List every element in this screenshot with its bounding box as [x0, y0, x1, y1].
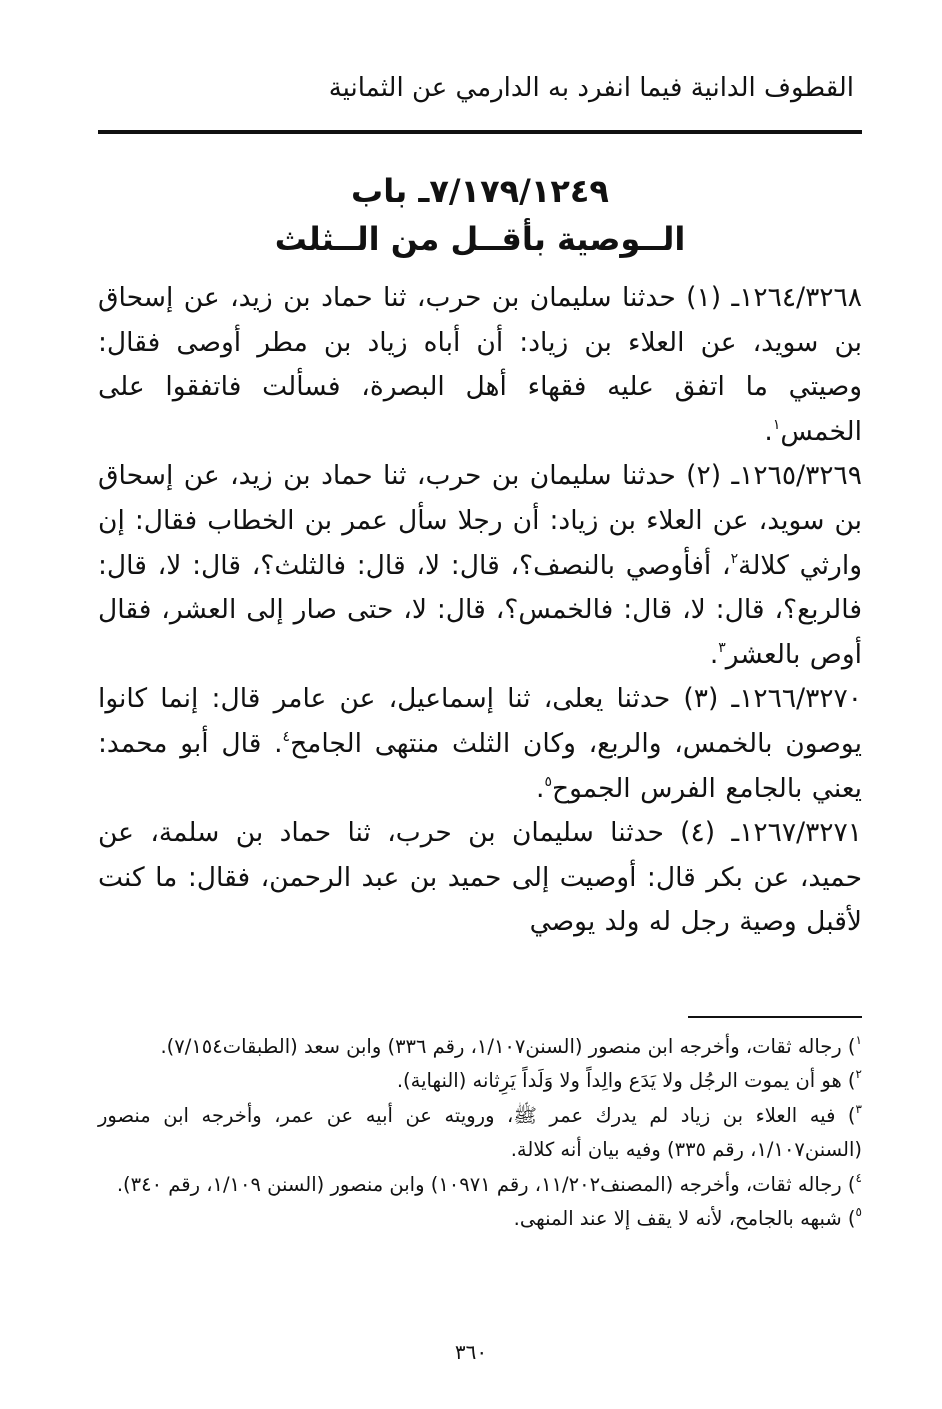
main-text: [98, 276, 862, 945]
footnote: $^٣$) فيه العلاء بن زياد لم يدرك عمر ﷺ، ورويته عن أبيه عن عمر، وأخرجه ابن منصور (السنن١/١٠٧، رقم ٣٣٥) وفيه بيان أنه كلالة.: [98, 1101, 862, 1162]
hadith-paragraph: ١٢٦٧/٣٢٧١ـ (٤) حدثنا سليمان بن حرب، ثنا حماد بن سلمة، عن حميد، عن بكر قال: أوصيت إلى حميد بن عبد الرحمن، فقال: ما كنت لأقبل وصية رجل له ولد يوصي: [98, 817, 862, 938]
page-number: ٣٦٠: [454, 1340, 488, 1364]
chapter-heading: [98, 168, 862, 264]
chapter-title: الــوصية بأقــل من الــثلث: [274, 220, 686, 258]
hadith-paragraph: ١٢٦٥/٣٢٦٩ـ (٢) حدثنا سليمان بن حرب، ثنا حماد بن زيد، عن إسحاق بن سويد، عن العلاء بن زياد: أن رجلا سأل عمر بن الخطاب فقال: إن وارثي كلالة$^٢$، أفأوصي بالنصف؟، قال: لا، قال: فالثلث؟، قال: لا، قال: فالربع؟، قال: لا، قال: فالخمس؟، قال: لا، حتى صار إلى العشر، فقال أوص بالعشر$^٣$.: [98, 460, 862, 670]
footnote-ref: ٤: [282, 728, 291, 745]
footnote-ref: ١: [772, 416, 781, 433]
footnote-separator: [688, 1016, 862, 1018]
footnote: $^٥$) شبهه بالجامح، لأنه لا يقف إلا عند المنهى.: [513, 1205, 862, 1231]
footnote-ref: ٥: [544, 773, 552, 790]
footnotes: [98, 1030, 862, 1236]
footnote-number: ٢: [855, 1067, 862, 1082]
hadith-paragraph: ١٢٦٦/٣٢٧٠ـ (٣) حدثنا يعلى، ثنا إسماعيل، عن عامر قال: إنما كانوا يوصون بالخمس، والربع، وكان الثلث منتهى الجامح$^٤$. قال أبو محمد: يعني بالجامع الفرس الجموح$^٥$.: [98, 683, 862, 804]
footnote-number: ١: [855, 1033, 862, 1047]
footnote-number: ٣: [855, 1101, 862, 1116]
footnote-number: ٤: [855, 1170, 862, 1185]
footnote: $^٢$) هو أن يموت الرجُل ولا يَدَع والِداً ولا وَلَداً يَرِثانه (النهاية).: [396, 1067, 862, 1093]
footnote-ref: ٣: [718, 639, 726, 656]
footnote: $^٤$) رجاله ثقات، وأخرجه (المصنف١١/٢٠٢، رقم ١٠٩٧١) وابن منصور (السنن ١/١٠٩، رقم ٣٤٠).: [116, 1170, 862, 1196]
running-header: القطوف الدانية فيما انفرد به الدارمي عن الثمانية: [328, 73, 854, 103]
hadith-paragraph: ١٢٦٤/٣٢٦٨ـ (١) حدثنا سليمان بن حرب، ثنا حماد بن زيد، عن إسحاق بن سويد، عن العلاء بن زياد: أن أباه زياد بن مطر أوصى فقال: وصيتي ما اتفق عليه فقهاء أهل البصرة، فسألت فاتفقوا على الخمس$^١$.: [98, 282, 862, 447]
chapter-number: ٧/١٧٩/١٢٤٩ـ باب: [351, 172, 609, 210]
header-rule: [98, 130, 862, 134]
footnote: $^١$) رجاله ثقات، وأخرجه ابن منصور (السنن١/١٠٧، رقم ٣٣٦) وابن سعد (الطبقات٧/١٥٤).: [160, 1033, 862, 1058]
footnote-number: ٥: [855, 1205, 862, 1220]
footnote-ref: ٢: [730, 550, 739, 567]
